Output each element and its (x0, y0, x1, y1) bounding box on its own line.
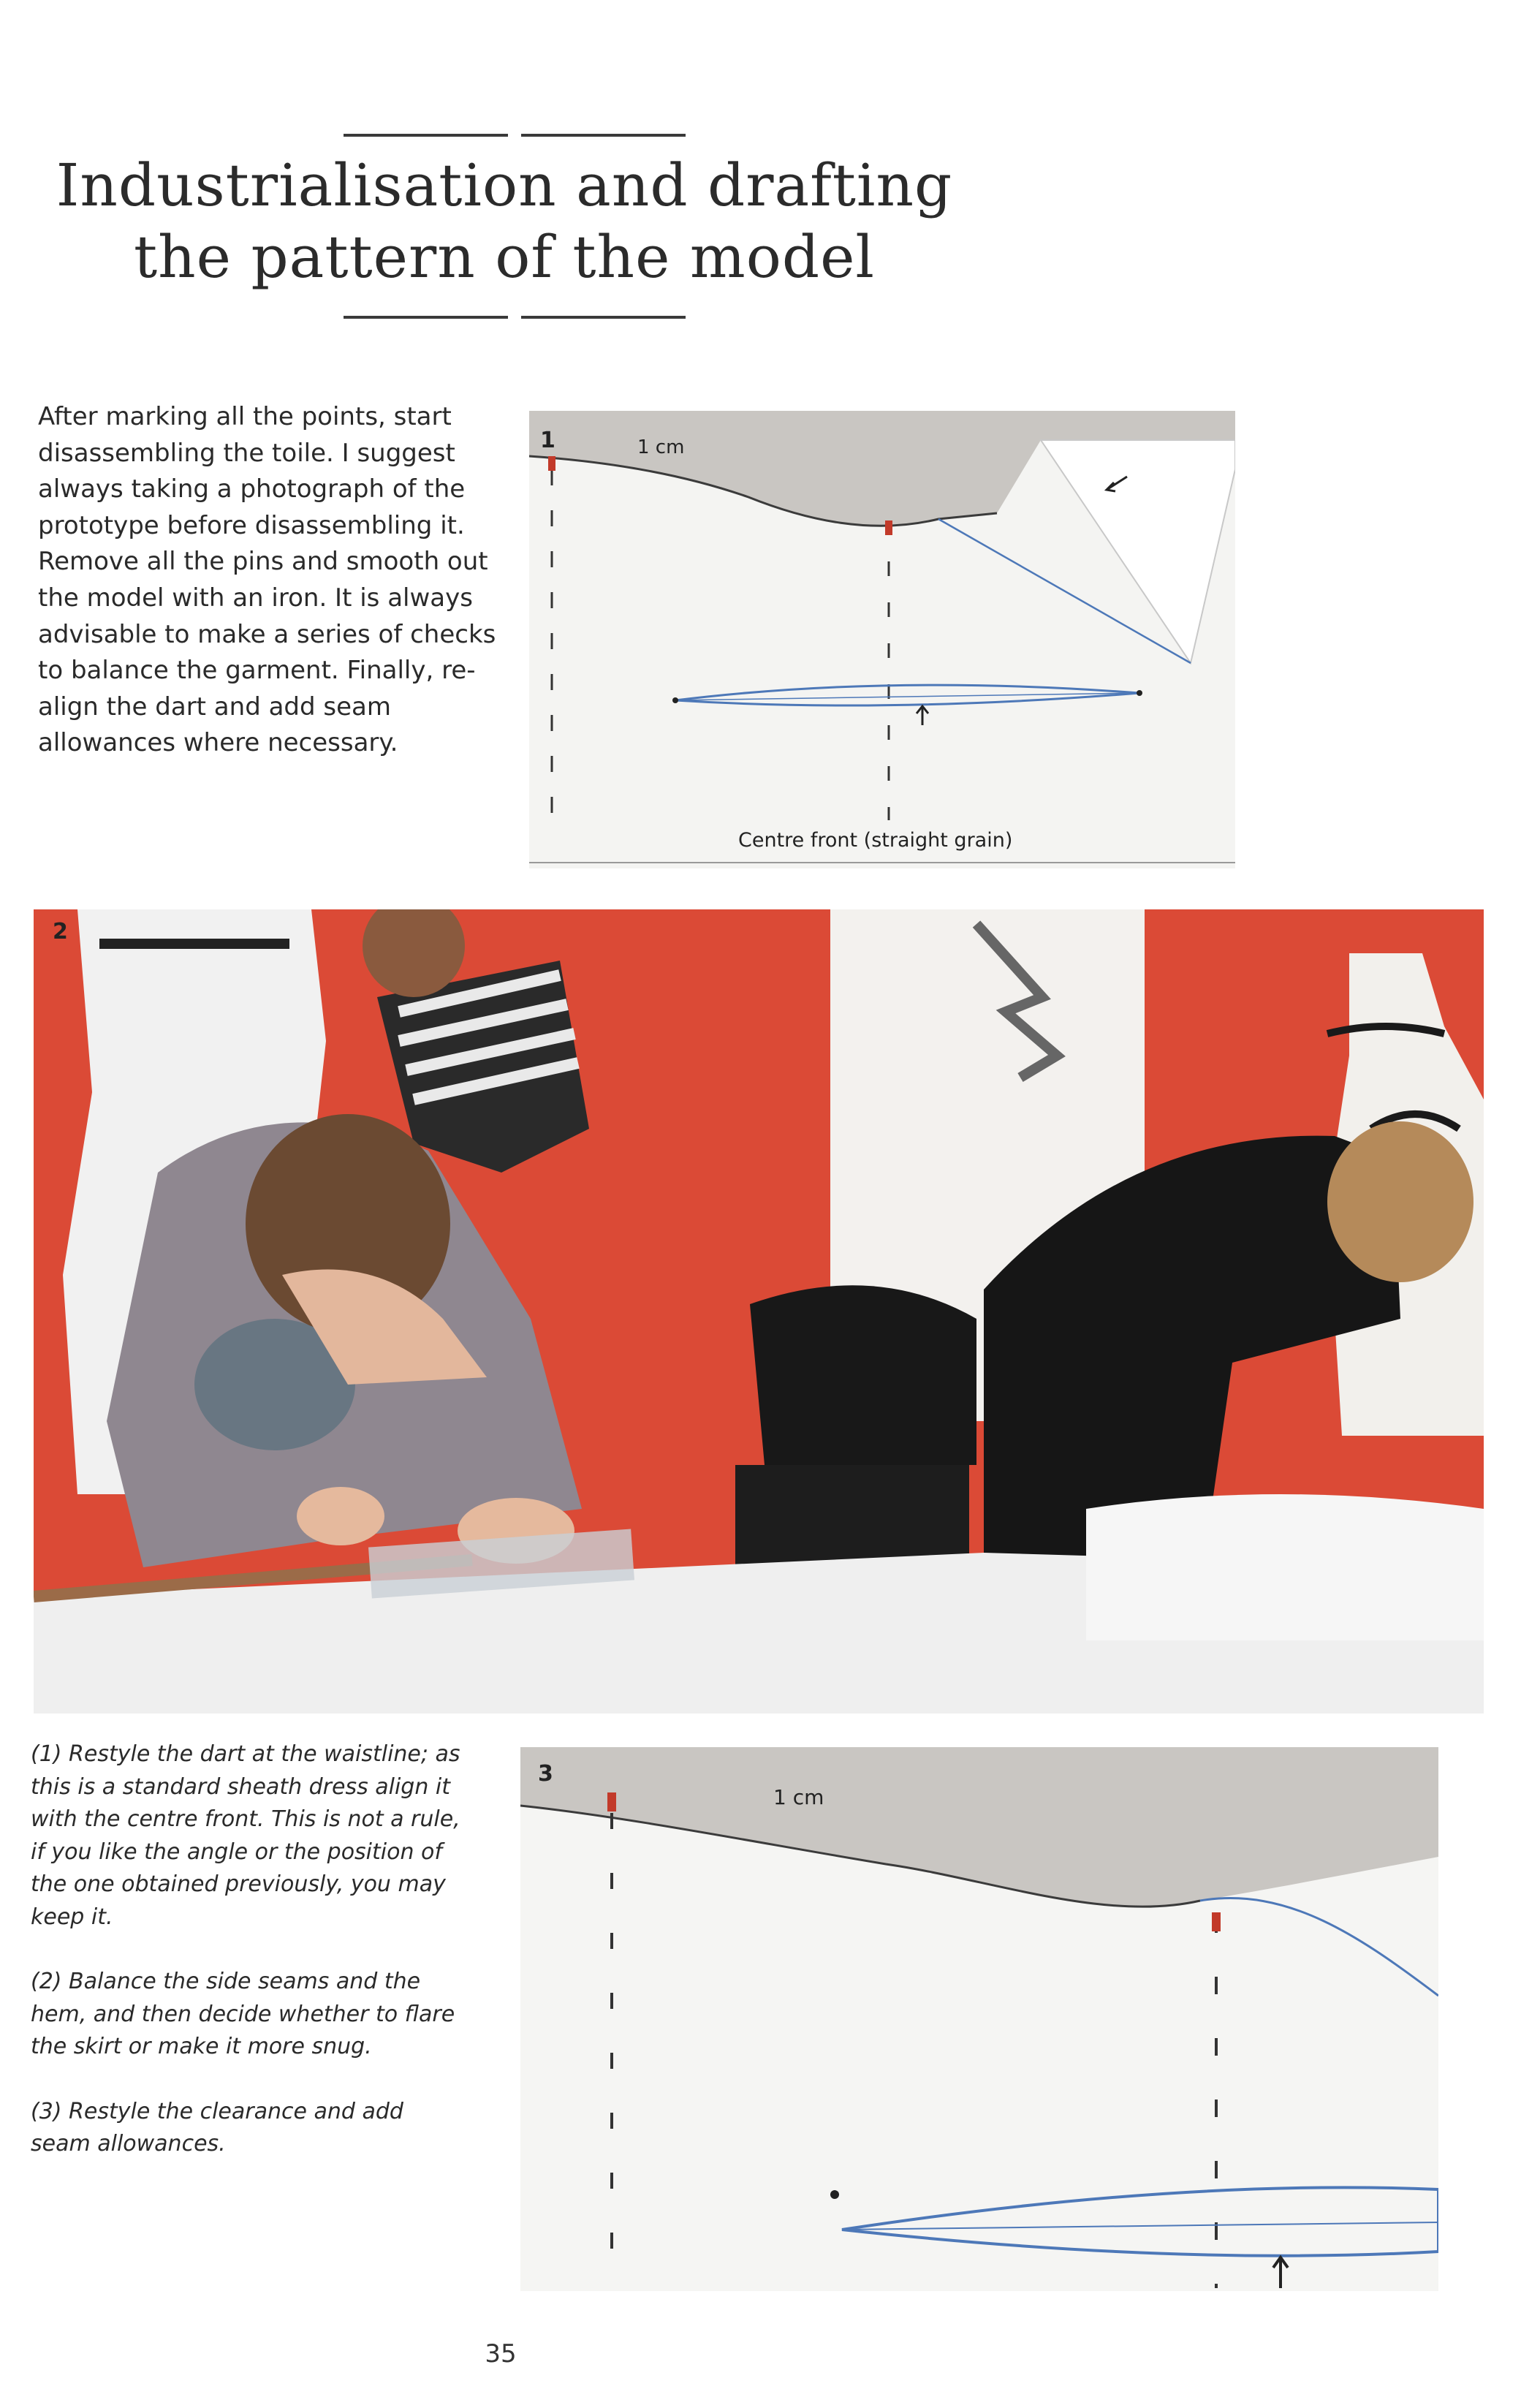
figure-1-centre-front-label: Centre front (straight grain) (738, 829, 1013, 852)
title-rule-bottom-left (344, 316, 508, 319)
figure-2-workshop-photo (34, 909, 1484, 1714)
title-rule-top-left (344, 134, 508, 137)
figure-3-red-mark-center (1212, 1912, 1221, 1931)
page-number: 35 (485, 2339, 517, 2369)
caption-1: (1) Restyle the dart at the waistline; as this is a standard sheath dress align it with the centre front. This is not a rule, if you like the angle or the position of the one obtained previously, you may keep it. (31, 1741, 460, 1930)
figure-3-dart-point (830, 2190, 839, 2199)
caption-2: (2) Balance the side seams and the hem, and then decide whether to flare the skirt or make it more snug. (31, 1969, 455, 2059)
figure-3-number: 3 (538, 1761, 553, 1787)
figure-1-dart-point-left (672, 697, 678, 703)
intro-paragraph: After marking all the points, start disassembling the toile. I suggest always taking a photograph of the prototype before disassembling it. Remove all the pins and smooth out the model with an iron. It is always advisable to make a series of checks to balance the garment. Finally, re-align the dart and add seam allowances where necessary. (38, 402, 496, 758)
page-title (44, 150, 965, 293)
figure-3-pattern-photo (520, 1747, 1438, 2291)
figure-1-red-mark-center (885, 520, 892, 535)
title-rule-top-right (521, 134, 686, 137)
figure-2-chair-back (750, 1285, 976, 1465)
figure-2-fabric-right (1086, 1494, 1484, 1640)
figure-2-chair-seat (735, 1465, 969, 1567)
figure-2-tape-line (99, 939, 289, 949)
figure-2-number: 2 (53, 919, 68, 944)
figure-1-red-mark-left (548, 456, 555, 471)
title-line-1: Industrialisation and drafting (56, 151, 953, 219)
figure-3-measure-label: 1 cm (773, 1785, 824, 1809)
figure-2-hand-left (297, 1487, 384, 1545)
figure-1-dart-point-right (1137, 690, 1142, 696)
caption-3: (3) Restyle the clearance and add seam allowances. (31, 2098, 403, 2157)
title-line-2: the pattern of the model (134, 223, 875, 291)
title-rule-bottom-right (521, 316, 686, 319)
figure-1-number: 1 (540, 428, 555, 453)
figure-1-measure-label: 1 cm (637, 436, 685, 458)
caption-block (31, 1738, 469, 2193)
figure-1-pattern-photo (529, 411, 1235, 868)
figure-3-red-mark-left (607, 1792, 616, 1811)
figure-2-head-right (1327, 1121, 1473, 1282)
